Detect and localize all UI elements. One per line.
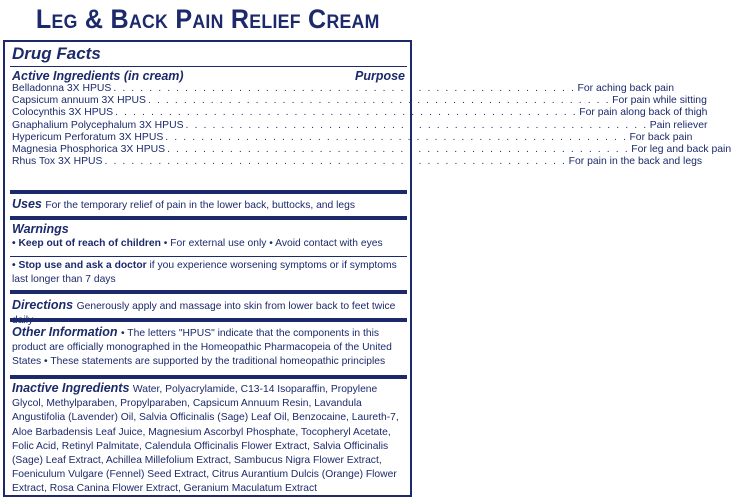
dot-leader: . . . . . . . . . . . . . . . . . . . . . . . . . . . . . . . . . . . . . . . . . . . . . . . . . . . . [104, 156, 567, 168]
warnings-heading: Warnings [12, 222, 69, 236]
warning-stop-use-bold: • Stop use and ask a doctor [12, 260, 147, 271]
divider [10, 66, 407, 67]
dot-leader: . . . . . . . . . . . . . . . . . . . . . . . . . . . . . . . . . . . . . . . . . . . . . . . . . . . . [165, 131, 628, 143]
ingredient-row [12, 95, 707, 107]
directions-heading: Directions [12, 298, 77, 312]
product-title-banner [0, 0, 415, 38]
drug-facts-heading-block [12, 44, 405, 64]
dot-leader: . . . . . . . . . . . . . . . . . . . . . . . . . . . . . . . . . . . . . . . . . . . . . . . . . . . . [115, 107, 578, 119]
ingredient-purpose: Pain reliever [649, 119, 708, 131]
ingredient-row [12, 107, 708, 119]
ingredient-name: Hypericum Perforatum 3X HPUS [12, 131, 164, 143]
divider [10, 375, 407, 379]
divider [10, 216, 407, 220]
dot-leader: . . . . . . . . . . . . . . . . . . . . . . . . . . . . . . . . . . . . . . . . . . . . . . . . . . . . [167, 144, 630, 156]
divider [10, 318, 407, 322]
divider [10, 290, 407, 294]
ingredient-name: Magnesia Phosphorica 3X HPUS [12, 144, 166, 156]
drug-facts-title: Drug Facts [12, 44, 101, 63]
inactive-ingredients-section [12, 381, 405, 497]
warnings-line-1 [12, 237, 405, 251]
ingredient-name: Colocynthis 3X HPUS [12, 107, 114, 119]
purpose-heading: Purpose [354, 69, 405, 83]
uses-heading: Uses [12, 197, 46, 211]
directions-text: Generously apply and massage into skin from lower back to feet twice [76, 301, 396, 312]
uses-section [12, 197, 405, 213]
ingredient-row [12, 119, 708, 132]
warning-external-use: • For external use only • Avoid contact with eyes [160, 238, 383, 249]
other-information-section [12, 325, 405, 370]
product-title: Leg & Back Pain Relief Cream [35, 3, 380, 34]
inactive-ingredients-heading: Inactive Ingredients [12, 381, 133, 395]
ingredient-purpose: For leg and back pain [631, 144, 731, 156]
dot-leader: . . . . . . . . . . . . . . . . . . . . . . . . . . . . . . . . . . . . . . . . . . . . . . . . . . . . [185, 119, 648, 131]
directions-section [12, 298, 405, 328]
divider [10, 256, 407, 257]
ingredient-row [12, 144, 731, 156]
warnings-section [12, 222, 405, 251]
ingredient-purpose: For aching back pain [577, 83, 674, 94]
ingredient-row [12, 156, 703, 168]
dot-leader: . . . . . . . . . . . . . . . . . . . . . . . . . . . . . . . . . . . . . . . . . . . . . . . . . . . . [147, 95, 611, 107]
active-ingredients-header-row [12, 69, 405, 83]
ingredient-list [12, 83, 731, 168]
other-information-text: • The letters "HPUS" indicate that the components in this product are officially monographed in the Homeopathic Pharmacopeia of the United States • These statements are supported by the traditional homeopathic principles [12, 328, 392, 368]
ingredient-name: Rhus Tox 3X HPUS [12, 156, 103, 168]
ingredient-row [12, 131, 693, 144]
divider [10, 190, 407, 194]
active-ingredients-heading: Active Ingredients (in cream) [12, 69, 184, 83]
drug-facts-panel [3, 40, 731, 497]
ingredient-purpose: For pain in the back and legs [568, 156, 703, 168]
inactive-ingredients-text: Water, Polyacrylamide, C13-14 Isoparaffin, Propylene Glycol, Methylparaben, Propylparaben, Capsicum Annuum Resin, Lavandula Angustifolia (Lavender) Oil, Salvia Officinalis (Sage) Leaf Oil, Benzocaine, Laureth-7, Aloe Barbadensis Leaf Juice, Magnesium Ascorbyl Phosphate, Tocopheryl Acetate, Folic Acid, Retinyl Palmitate, Calendula Officinalis Flower Extract, Salvia Officinalis (Sage) Leaf Extract, Achillea Millefolium Extract, Sambucus Nigra Flower Extract, Foeniculum Vulgare (Fennel) Seed Extract, Citrus Aurantium Dulcis (Orange) Flower Extract, Rosa Canina Flower Extract, Geranium Maculatum Extract [12, 384, 399, 495]
ingredient-purpose: For pain while sitting [612, 95, 707, 107]
warning-stop-use-text: if you experience worsening symptoms or if symptoms last longer than 7 days [12, 260, 397, 286]
dot-leader: . . . . . . . . . . . . . . . . . . . . . . . . . . . . . . . . . . . . . . . . . . . . . . . . . . . . [113, 83, 576, 94]
ingredient-name: Belladonna 3X HPUS [12, 83, 112, 94]
warning-keep-out-of-reach: • Keep out of reach of children [12, 238, 161, 249]
other-information-heading: Other Information [12, 325, 122, 339]
ingredient-purpose: For pain along back of thigh [579, 107, 708, 119]
ingredient-purpose: For back pain [629, 131, 693, 143]
ingredient-row [12, 83, 674, 95]
uses-text: For the temporary relief of pain in the lower back, buttocks, and legs [45, 200, 355, 211]
ingredient-name: Capsicum annuum 3X HPUS [12, 95, 146, 107]
warnings-stop-use [12, 259, 405, 287]
active-ingredients-section [12, 69, 731, 168]
ingredient-name: Gnaphalium Polycephalum 3X HPUS [12, 119, 184, 131]
